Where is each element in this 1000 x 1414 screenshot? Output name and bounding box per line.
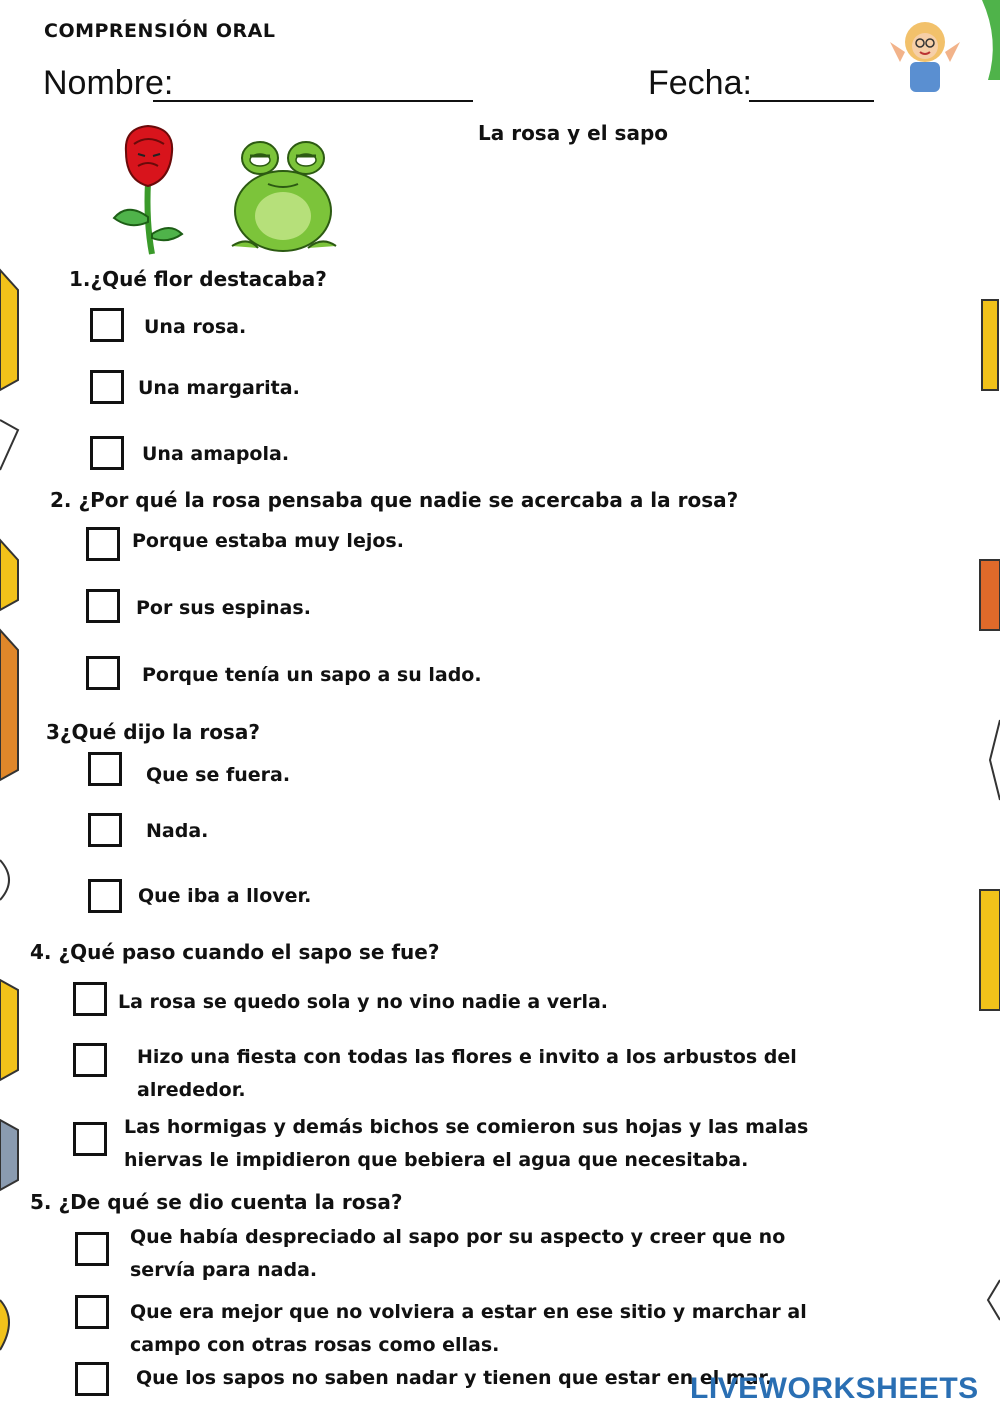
q4-option-3-label: Las hormigas y demás bichos se comieron sus hojas y las malas hiervas le impidieron que bebiera el agua que necesitaba. — [124, 1116, 809, 1171]
q3-option-2-label: Nada. — [146, 820, 209, 842]
date-field-line[interactable] — [749, 100, 874, 102]
q1-option-3-label: Una amapola. — [142, 443, 290, 465]
q2-option-2-label: Por sus espinas. — [136, 597, 311, 619]
question-2: 2. ¿Por qué la rosa pensaba que nadie se acercaba a la rosa? — [50, 488, 739, 512]
q2-option-1-label: Porque estaba muy lejos. — [132, 530, 404, 552]
q5-option-2-label: Que era mejor que no volviera a estar en ese sitio y marchar al campo con otras rosas como ellas. — [130, 1301, 807, 1356]
q4-option-2-label: Hizo una fiesta con todas las flores e invito a los arbustos del alrededor. — [137, 1046, 797, 1101]
q2-option-2-checkbox[interactable] — [86, 589, 120, 623]
q1-option-1-label: Una rosa. — [144, 316, 247, 338]
q4-option-1-checkbox[interactable] — [73, 982, 107, 1016]
question-5: 5. ¿De qué se dio cuenta la rosa? — [30, 1190, 403, 1214]
story-title: La rosa y el sapo — [478, 121, 669, 145]
q1-option-3-checkbox[interactable] — [90, 436, 124, 470]
name-label: Nombre: — [43, 64, 174, 102]
q2-option-1-checkbox[interactable] — [86, 527, 120, 561]
q5-option-1-label: Que había despreciado al sapo por su aspecto y creer que no servía para nada. — [130, 1226, 786, 1281]
q3-option-3-label: Que iba a llover. — [138, 885, 312, 907]
q3-option-2-checkbox[interactable] — [88, 813, 122, 847]
q5-option-2-checkbox[interactable] — [75, 1295, 109, 1329]
decorative-border-left — [0, 0, 22, 1414]
liveworksheets-watermark: LIVEWORKSHEETS — [690, 1372, 979, 1405]
teacher-avatar-icon — [880, 12, 970, 98]
q4-option-2-checkbox[interactable] — [73, 1043, 107, 1077]
question-4: 4. ¿Qué paso cuando el sapo se fue? — [30, 940, 440, 964]
decorative-border-right — [978, 0, 1000, 1414]
frog-icon — [218, 136, 348, 256]
q4-option-3-checkbox[interactable] — [73, 1122, 107, 1156]
question-3: 3¿Qué dijo la rosa? — [46, 720, 260, 744]
q5-option-1-checkbox[interactable] — [75, 1232, 109, 1266]
q4-option-1-label: La rosa se quedo sola y no vino nadie a verla. — [118, 991, 608, 1013]
q3-option-1-label: Que se fuera. — [146, 764, 291, 786]
date-label: Fecha: — [648, 64, 752, 102]
question-1: 1.¿Qué flor destacaba? — [69, 267, 327, 291]
rose-icon — [108, 122, 188, 256]
name-field-line[interactable] — [153, 100, 473, 102]
q1-option-2-checkbox[interactable] — [90, 370, 124, 404]
q2-option-3-checkbox[interactable] — [86, 656, 120, 690]
q2-option-3-label: Porque tenía un sapo a su lado. — [142, 664, 482, 686]
q3-option-1-checkbox[interactable] — [88, 752, 122, 786]
q1-option-1-checkbox[interactable] — [90, 308, 124, 342]
q5-option-3-label: Que los sapos no saben nadar y tienen que estar en el mar. — [136, 1367, 773, 1389]
q1-option-2-label: Una margarita. — [138, 377, 300, 399]
q5-option-3-checkbox[interactable] — [75, 1362, 109, 1396]
worksheet-heading: COMPRENSIÓN ORAL — [44, 20, 276, 42]
q3-option-3-checkbox[interactable] — [88, 879, 122, 913]
